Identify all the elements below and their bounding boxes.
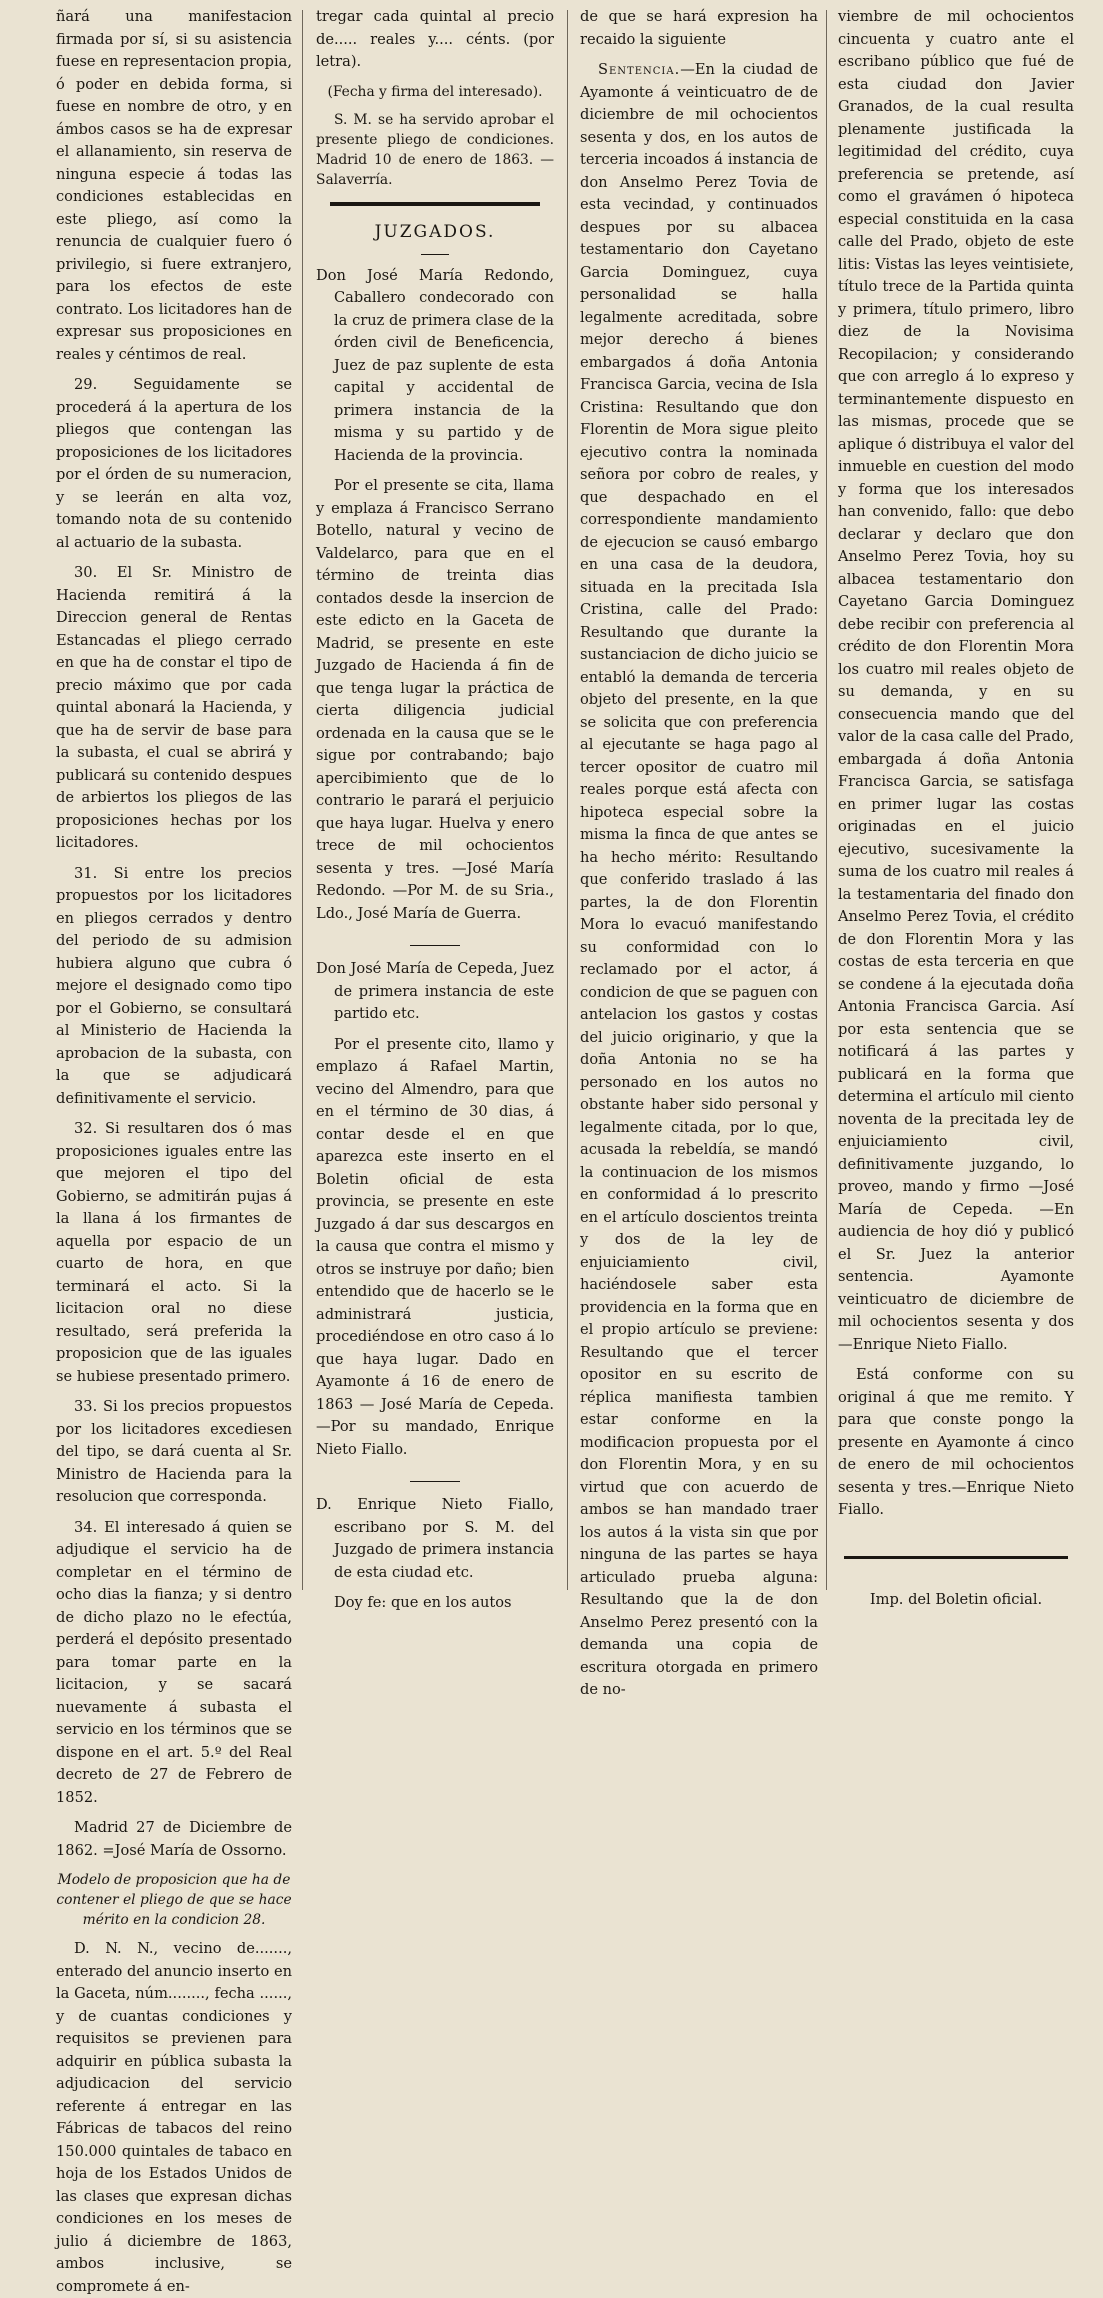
condition-32: 32. Si resultaren dos ó mas proposiciones iguales entre las que mejoren el tipo del Gobierno, se admitirán pujas á la llana á los firmantes de aquella por espacio de un cuarto de hora, en que terminará el acto. Si la licitacion oral no diese resultado, será preferida la proposicion que de las iguales se hubiese presentado primero. — [56, 1120, 292, 1385]
model-continuation: tregar cada quintal al precio de..... reales y.... cénts. (por letra). — [316, 8, 554, 70]
section-rule — [330, 202, 540, 206]
certification: Está conforme con su original á que me remito. Y para que conste pongo la presente en Ayamonte á cinco de enero de mil ochocientos sesenta y tres.—Enrique Nieto Fiallo. — [838, 1366, 1074, 1518]
edict-1-body: Por el presente se cita, llama y emplaza á Francisco Serrano Botello, natural y vecino de Valdelarco, para que en el término de treinta dias contados desde la insercion de este edicto en la Gaceta de Madrid, se presente en este Juzgado de Hacienda á fin de que tenga lugar la práctica de cierta diligencia judicial ordenada en la causa que se le sigue por contrabando; bajo apercibimiento que de lo contrario le parará el perjuicio que haya lugar. Huelva y enero trece de mil ochocientos sesenta y tres. —José María Redondo. —Por M. de su Sria., Ldo., José María de Guerra. — [316, 477, 554, 922]
sentence-continuation: viembre de mil ochocientos cincuenta y cuatro ante el escribano público que fué de esta ciudad don Javier Granados, de la cual resulta plenamente justificada la legitimidad del crédito, cuya preferencia se pretende, así como el gravámen ó hipoteca especial constituida en la casa calle del Prado, objeto de este litis: Vistas las leyes veintisiete, título trece de la Partida quinta y primera, título primero, libro diez de la Novisima Recopilacion; y considerando que con arreglo á lo expreso y terminantemente dispuesto en las mismas, procede que se aplique ó distribuya el valor del inmueble en cuestion del modo y forma que los interesados han convenido, fallo: que debo declarar y declaro que don Anselmo Perez Tovia, hoy su albacea testamentario don Cayetano Garcia Dominguez debe recibir con preferencia al crédito de don Florentin Mora los cuatro mil reales objeto de su demanda, y en su consecuencia mando que del valor de la casa calle del Prado, embargada á doña Antonia Francisca Garcia, se satisfaga en primer lugar las costas originadas en el juicio ejecutivo, sucesivamente la suma de los cuatro mil reales á la testamentaria del finado don Anselmo Perez Tovia, el crédito de don Florentin Mora y las costas de esta terceria en que se condene á la ejecutada doña Antonia Francisca Garcia. Así por esta sentencia que se notificará á las partes y publicará en la forma que determina el artículo mil ciento noventa de la precitada ley de enjuiciamiento civil, definitivamente juzgando, lo proveo, mando y firmo —José María de Cepeda. —En audiencia de hoy dió y publicó el Sr. Juez la anterior sentencia. Ayamonte veinticuatro de diciembre de mil ochocientos sesenta y dos —Enrique Nieto Fiallo. — [838, 8, 1074, 1353]
column-rule — [567, 10, 568, 1590]
model-text: D. N. N., vecino de......., enterado del anuncio inserto en la Gaceta, núm........, fecha ......, y de cuantas condiciones y requisitos se previenen para adquirir en pública subasta la adjudicacion del servicio referente á entregar en las Fábricas de tabacos del reino 150.000 quintales de tabaco en hoja de los Estados Unidos de las clases que expresan dichas condiciones en los meses de julio á diciembre de 1863, ambos inclusive, se compromete á en- — [56, 1940, 292, 2295]
sentence-text: —En la ciudad de Ayamonte á veinticuatro de de diciembre de mil ochocientos sesenta y dos, en los autos de terceria incoados á instancia de don Anselmo Perez Tovia de esta vecindad, y continuados despues por su albacea testamentario don Cayetano Garcia Dominguez, cuya personalidad se halla legalmente acreditada, sobre mejor derecho á bienes embargados á doña Antonia Francisca Garcia, vecina de Isla Cristina: Resultando que don Florentin de Mora sigue pleito ejecutivo contra la nominada señora por cobro de reales, y que despachado en el correspondiente mandamiento de ejecucion se causó embargo en una casa de la deudora, situada en la precitada Isla Cristina, calle del Prado: Resultando que durante la sustanciacion de dicho juicio se entabló la demanda de terceria objeto del presente, en la que se solicita que con preferencia al ejecutante se haga pago al tercer opositor de cuatro mil reales porque está afecta con hipoteca especial sobre la misma la finca de que antes se ha hecho mérito: Resultando que conferido traslado á las partes, la de don Florentin Mora lo evacuó manifestando su conformidad con lo reclamado por el actor, á condicion de que se paguen con antelacion los gastos y costas del juicio originario, y que la doña Antonia no se ha personado en los autos no obstante haber sido personal y legalmente citada, por lo que, acusada la rebeldía, se mandó la continuacion de los mismos en conformidad á lo prescrito en el artículo doscientos treinta y dos de la ley de enjuiciamiento civil, haciéndosele saber esta providencia en la forma que en el propio artículo se previene: Resultando que el tercer opositor en su escrito de réplica manifiesta tambien estar conforme en la modificacion propuesta por el don Florentin Mora, y en su virtud que con acuerdo de ambos se han mandado traer los autos á la vista sin que por ninguna de las partes se haya articulado prueba alguna: Resultando que la de don Anselmo Perez presentó con la demanda una copia de escritura otorgada en primero de no- — [580, 61, 818, 1698]
edict-3-intro: D. Enrique Nieto Fiallo, escribano por S. M. del Juzgado de primera instancia de esta ciudad etc. — [316, 1496, 554, 1581]
signature-note: (Fecha y firma del interesado). — [327, 83, 543, 100]
imprint-rule — [844, 1556, 1068, 1559]
edict-2-body: Por el presente cito, llamo y emplazo á Rafael Martin, vecino del Almendro, para que en el término de 30 dias, á contar desde el en que aparezca este inserto en el Boletin oficial de esta provincia, se presente en este Juzgado á dar sus descargos en la causa que contra el mismo y otros se instruye por daño; bien entendido que de hacerlo se le administrará justicia, procediéndose en otro caso á lo que haya lugar. Dado en Ayamonte á 16 de enero de 1863 — José María de Cepeda.—Por su mandado, Enrique Nieto Fiallo. — [316, 1035, 554, 1458]
condition-33: 33. Si los precios propuestos por los licitadores excediesen del tipo, se dará cuenta al Sr. Ministro de Hacienda para la resolucion que corresponda. — [56, 1398, 292, 1505]
column-4 — [838, 6, 1074, 1608]
column-rule — [302, 10, 303, 1590]
edict-1-intro: Don José María Redondo, Caballero condecorado con la cruz de primera clase de la órden civil de Beneficencia, Juez de paz suplente de esta capital y accidental de primera instancia de la misma y su partido y de Hacienda de la provincia. — [316, 266, 554, 464]
separator — [316, 1473, 554, 1482]
model-title: Modelo de proposicion que ha de contener el pliego de que se hace mérito en la condicion 28. — [56, 1872, 292, 1928]
date-signature: Madrid 27 de Diciembre de 1862. =José María de Ossorno. — [56, 1819, 292, 1859]
edict-2-intro: Don José María de Cepeda, Juez de primera instancia de este partido etc. — [316, 960, 554, 1022]
condition-31: 31. Si entre los precios propuestos por los licitadores en pliegos cerrados y dentro del periodo de su admision hubiera alguno que cubra ó mejore el designado como tipo por el Gobierno, se consultará al Ministerio de Hacienda la aprobacion de la subasta, con la que se adjudicará definitivamente el servicio. — [56, 864, 292, 1107]
condition-29: 29. Seguidamente se procederá á la apertura de los pliegos que contengan las proposiciones de los licitadores por el órden de su numeracion, y se leerán en alta voz, tomando nota de su contenido al actuario de la subasta. — [56, 376, 292, 551]
sentence-body — [580, 59, 818, 1702]
sentence-lead: de que se hará expresion ha recaido la siguiente — [580, 8, 818, 48]
column-1 — [56, 6, 292, 2295]
column-2 — [316, 6, 554, 1611]
imprint: Imp. del Boletin oficial. — [869, 1590, 1043, 1608]
section-heading: JUZGADOS. — [374, 221, 496, 242]
sentence-label: Sentencia. — [598, 61, 681, 78]
approval-note: S. M. se ha servido aprobar el presente pliego de condiciones. Madrid 10 de enero de 1863. — Salaverría. — [316, 111, 554, 188]
column-rule — [826, 10, 827, 1590]
condition-30: 30. El Sr. Ministro de Hacienda remitirá á la Direccion general de Rentas Estancadas el pliego cerrado en que ha de constar el tipo de precio máximo que por cada quintal abonará la Hacienda, y que ha de servir de base para la subasta, el cual se abrirá y publicará su contenido despues de arbiertos los pliegos de las proposiciones hechas por los licitadores. — [56, 564, 292, 851]
paragraph-continuation: ñará una manifestacion firmada por sí, si su asistencia fuese en representacion propia, ó poder en debida forma, si fuese en nombre de otro, y en ámbos casos se ha de expresar el allanamiento, sin reserva de ninguna especie á todas las condiciones establecidas en este pliego, así como la renuncia de cualquier fuero ó privilegio, si fuere extranjero, para los efectos de este contrato. Los licitadores han de expresar sus proposiciones en reales y céntimos de real. — [56, 8, 292, 363]
edict-3-body: Doy fe: que en los autos — [334, 1594, 512, 1611]
heading-underline — [316, 246, 554, 255]
column-3 — [580, 6, 818, 1698]
separator — [316, 937, 554, 946]
condition-34: 34. El interesado á quien se adjudique el servicio ha de completar en el término de ocho dias la fianza; y si dentro de dicho plazo no le efectúa, perderá el depósito presentado para tomar parte en la licitacion, y se sacará nuevamente á subasta el servicio en los términos que se dispone en el art. 5.º del Real decreto de 27 de Febrero de 1852. — [56, 1518, 292, 1806]
